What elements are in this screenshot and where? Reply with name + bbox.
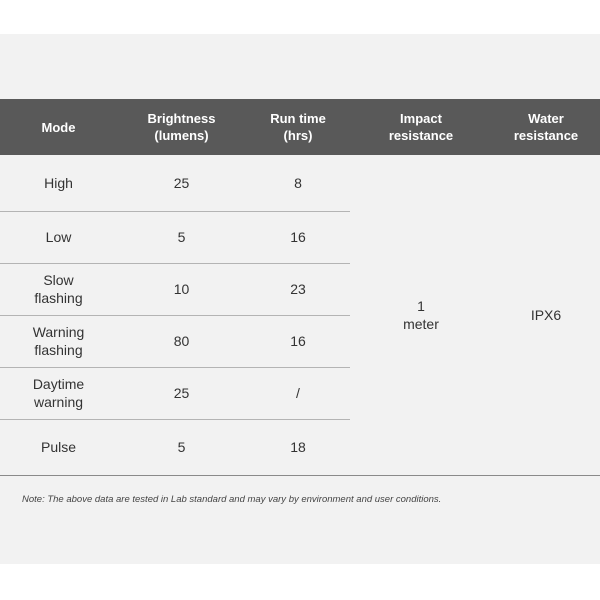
table-body xyxy=(0,155,600,475)
cell-brightness: 80 xyxy=(117,315,246,367)
table-row xyxy=(0,155,600,211)
cell-run-time: 18 xyxy=(246,419,350,475)
cell-mode: Low xyxy=(0,211,117,263)
cell-mode: Pulse xyxy=(0,419,117,475)
cell-brightness: 25 xyxy=(117,155,246,211)
header-mode: Mode xyxy=(41,119,76,135)
spec-table xyxy=(0,99,600,476)
cell-brightness: 10 xyxy=(117,263,246,315)
cell-mode: Slow flashing xyxy=(0,263,117,315)
header-run-time: Run time (hrs) xyxy=(270,111,326,143)
cell-run-time: / xyxy=(246,367,350,419)
cell-brightness: 25 xyxy=(117,367,246,419)
cell-brightness: 5 xyxy=(117,211,246,263)
cell-mode: Warning flashing xyxy=(0,315,117,367)
footnote: Note: The above data are tested in Lab standard and may vary by environment and user conditions. xyxy=(22,494,442,505)
cell-mode: Daytime warning xyxy=(0,367,117,419)
header-water-resistance: Water resistance xyxy=(513,111,579,143)
header-impact-resistance: Impact resistance xyxy=(388,111,454,143)
cell-water-resistance: IPX6 xyxy=(492,155,600,475)
cell-run-time: 23 xyxy=(246,263,350,315)
table-header xyxy=(0,99,600,155)
cell-run-time: 8 xyxy=(246,155,350,211)
cell-run-time: 16 xyxy=(246,315,350,367)
header-brightness: Brightness (lumens) xyxy=(147,111,216,143)
cell-mode: High xyxy=(0,155,117,211)
cell-brightness: 5 xyxy=(117,419,246,475)
cell-run-time: 16 xyxy=(246,211,350,263)
cell-impact-resistance: 1 meter xyxy=(350,155,492,475)
